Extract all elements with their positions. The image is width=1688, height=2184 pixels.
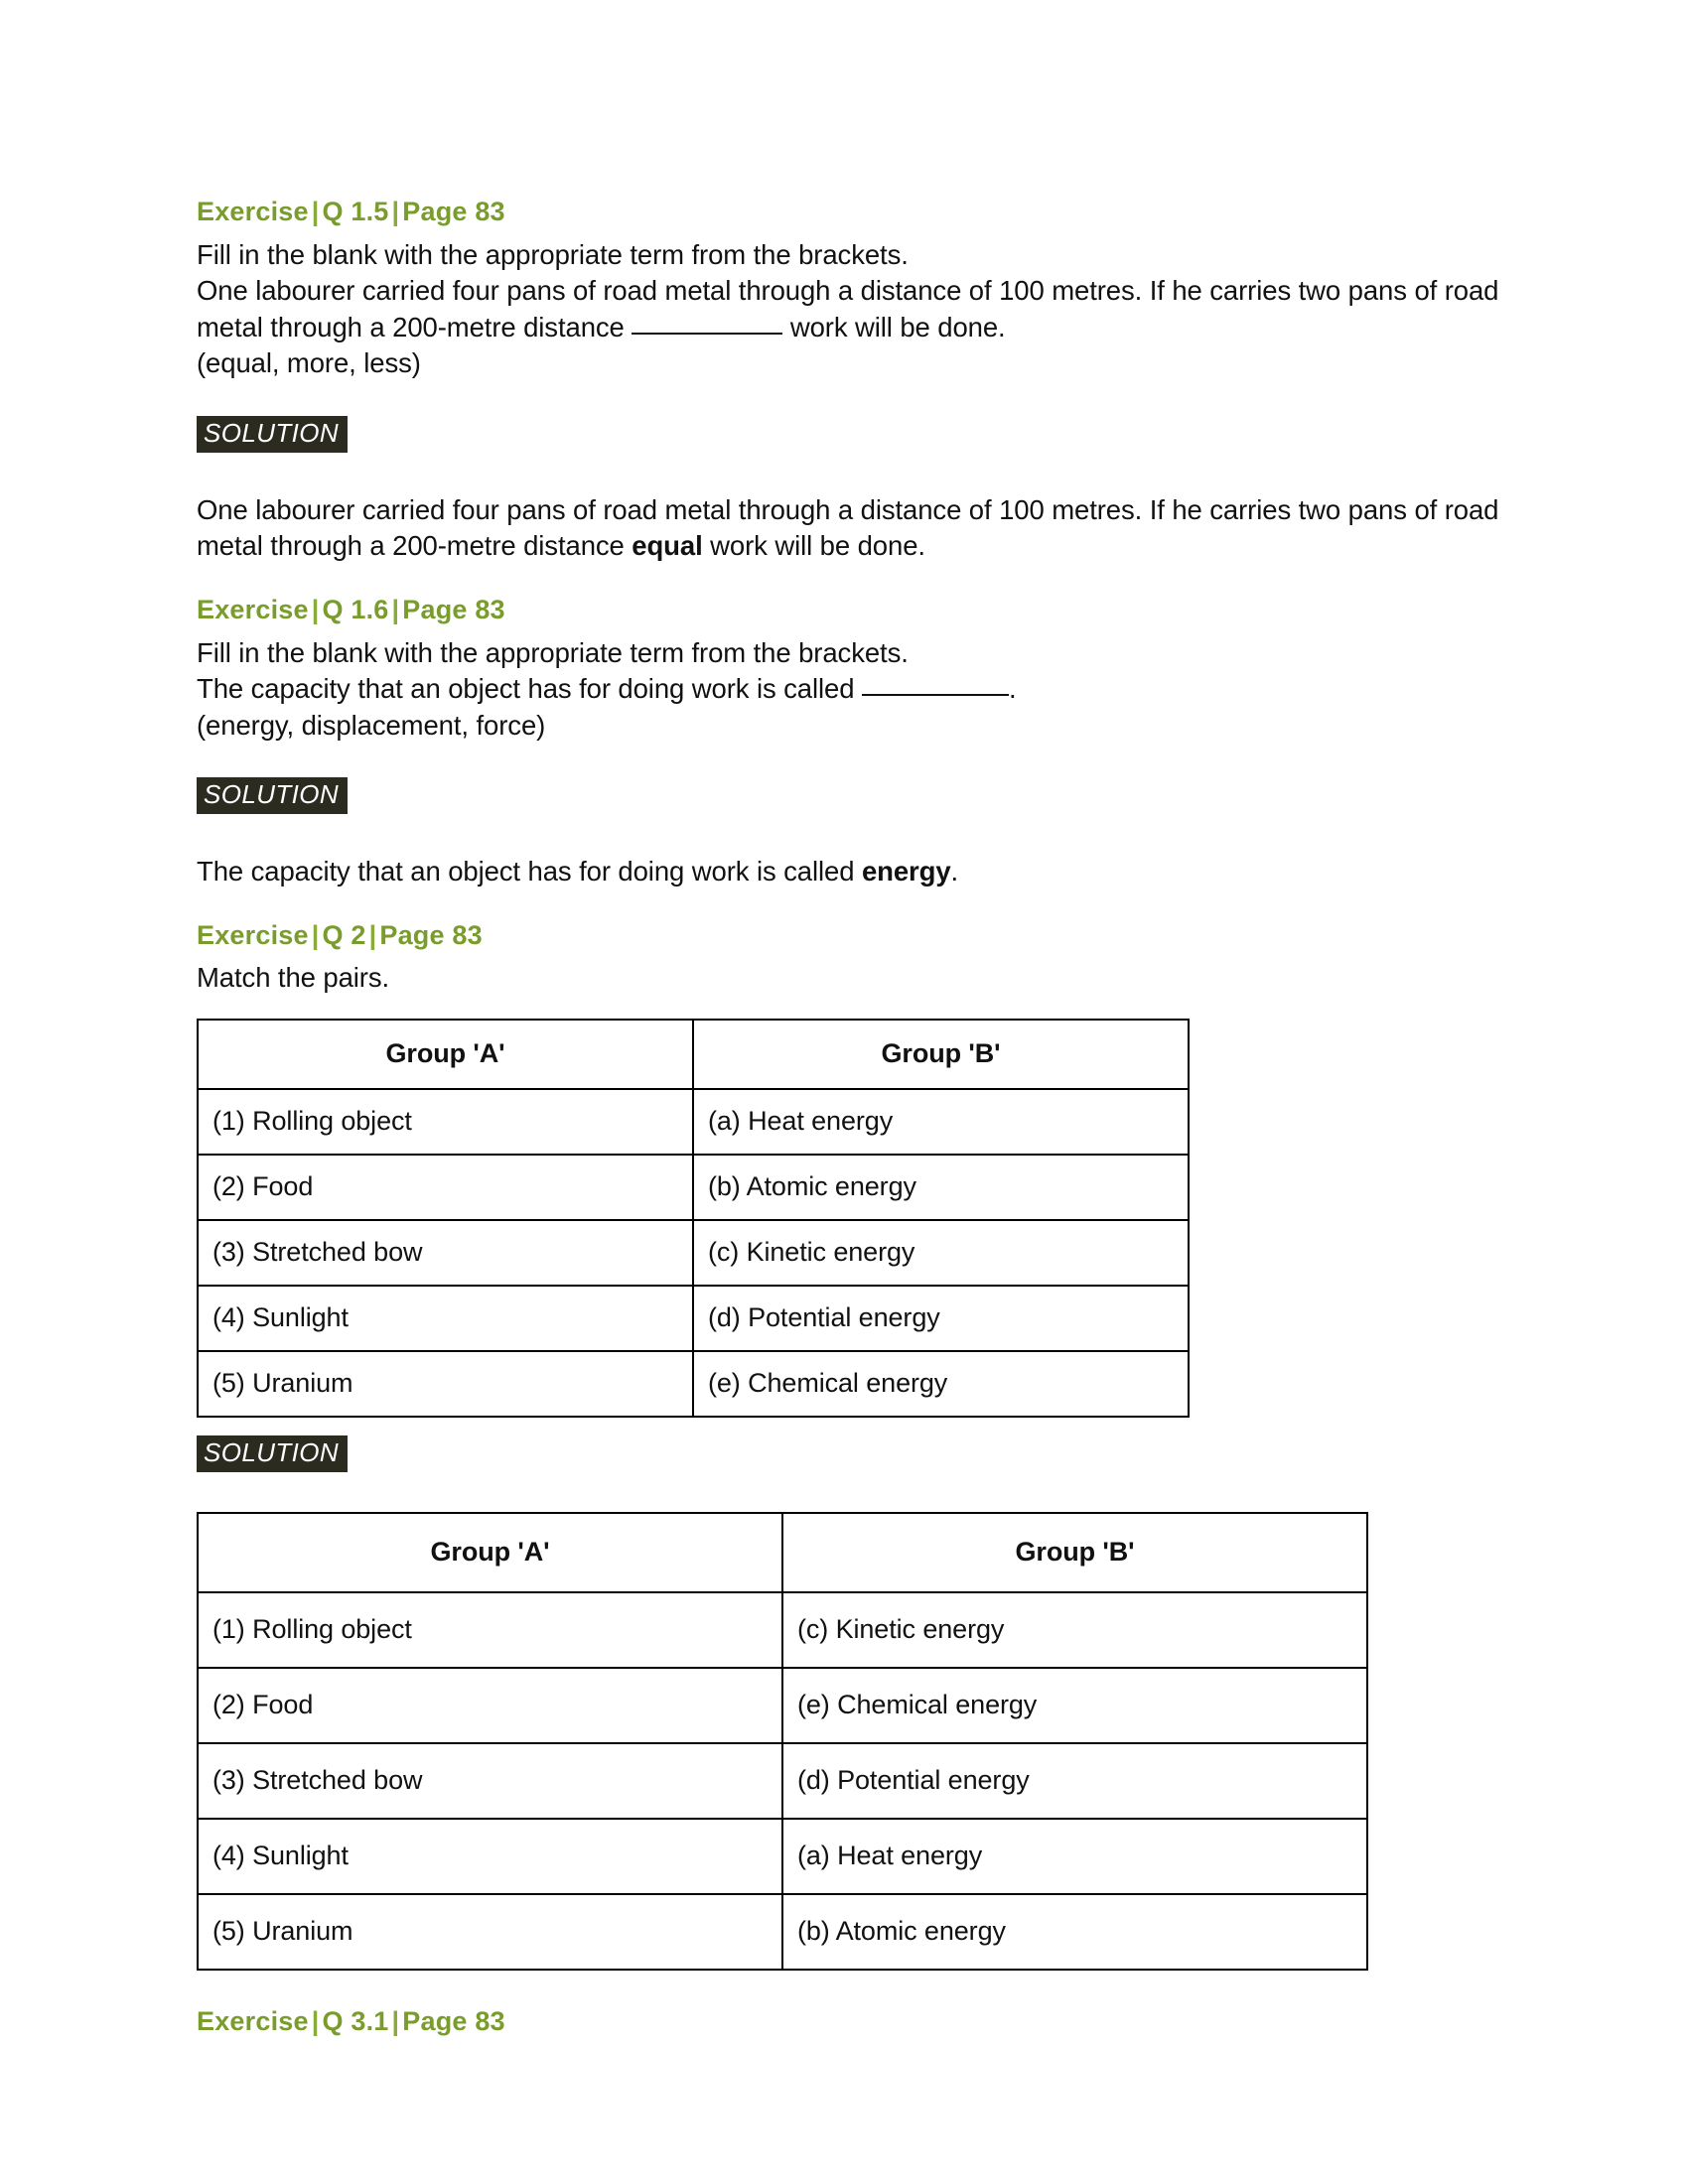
table-row: [198, 1743, 1367, 1819]
table-row: [198, 1894, 1367, 1970]
table-row: [198, 1220, 1189, 1286]
cell-group-a: (2) Food: [198, 1155, 693, 1220]
column-header-group-a: Group 'A': [198, 1020, 693, 1089]
solution-badge: SOLUTION: [197, 777, 348, 814]
question-block-q1-5: [197, 237, 1529, 382]
question-body: [197, 671, 1529, 708]
solution-answer: equal: [632, 530, 703, 562]
table-row: [198, 1155, 1189, 1220]
cell-group-b: (d) Potential energy: [693, 1286, 1189, 1351]
heading-separator: |: [311, 2006, 320, 2037]
question-body-part1: One labourer carried four pans of road metal through a distance of 100 metres. If he carries two pans of road metal through a 200-metre distance: [197, 275, 1499, 342]
question-instruction: Match the pairs.: [197, 962, 390, 994]
cell-group-b: (c) Kinetic energy: [693, 1220, 1189, 1286]
question-body-part2: .: [1008, 673, 1017, 705]
solution-text-q1-5: [197, 492, 1529, 565]
heading-separator: |: [368, 919, 377, 950]
column-header-group-a: Group 'A': [198, 1513, 782, 1592]
question-number: Q 1.5: [322, 197, 389, 226]
heading-separator: |: [311, 919, 320, 950]
table-header-row: [198, 1513, 1367, 1592]
solution-block-q1-6: [197, 777, 1529, 814]
cell-group-b: (a) Heat energy: [782, 1819, 1367, 1894]
question-block-q1-6: [197, 635, 1529, 745]
solution-text-part1: One labourer carried four pans of road metal through a distance of 100 metres. If he carries two pans of road metal through a 200-metre distance: [197, 493, 1499, 562]
column-header-group-b: Group 'B': [782, 1513, 1367, 1592]
question-body: [197, 273, 1529, 345]
exercise-label: Exercise: [197, 919, 309, 950]
exercise-label: Exercise: [197, 2006, 309, 2037]
match-pairs-question-table: [197, 1019, 1190, 1418]
cell-group-b: (e) Chemical energy: [693, 1351, 1189, 1417]
solution-text-part2: .: [950, 856, 959, 887]
cell-group-a: (4) Sunlight: [198, 1819, 782, 1894]
cell-group-a: (1) Rolling object: [198, 1592, 782, 1668]
fill-in-blank: [632, 333, 782, 335]
table-row: [198, 1819, 1367, 1894]
table-row: [198, 1351, 1189, 1417]
heading-separator: |: [391, 2006, 400, 2037]
question-instruction: Fill in the blank with the appropriate term from the brackets.: [197, 636, 909, 668]
spacer: [197, 382, 1529, 416]
page-number: Page 83: [402, 197, 505, 226]
page-number: Page 83: [402, 2006, 505, 2037]
exercise-label: Exercise: [197, 595, 309, 625]
cell-group-b: (b) Atomic energy: [693, 1155, 1189, 1220]
solution-answer: energy: [861, 856, 951, 887]
question-number: Q 3.1: [322, 2006, 389, 2037]
question-block-q2: [197, 960, 1529, 997]
heading-separator: |: [311, 595, 320, 625]
table-header-row: [198, 1020, 1189, 1089]
exercise-heading-q1-6: [197, 593, 1529, 627]
cell-group-a: (3) Stretched bow: [198, 1220, 693, 1286]
exercise-heading-q2: [197, 918, 1529, 953]
solution-text-q1-6: [197, 854, 1529, 890]
question-instruction: Fill in the blank with the appropriate term from the brackets.: [197, 238, 909, 270]
spacer: [197, 1418, 1529, 1435]
cell-group-a: (2) Food: [198, 1668, 782, 1743]
cell-group-a: (5) Uranium: [198, 1351, 693, 1417]
table-row: [198, 1668, 1367, 1743]
cell-group-a: (3) Stretched bow: [198, 1743, 782, 1819]
question-options: (equal, more, less): [197, 347, 421, 379]
spacer: [197, 997, 1529, 1019]
cell-group-b: (e) Chemical energy: [782, 1668, 1367, 1743]
cell-group-b: (a) Heat energy: [693, 1089, 1189, 1155]
solution-block-q1-5: [197, 416, 1529, 453]
cell-group-a: (5) Uranium: [198, 1894, 782, 1970]
question-number: Q 2: [322, 919, 366, 950]
cell-group-a: (4) Sunlight: [198, 1286, 693, 1351]
spacer: [197, 453, 1529, 492]
heading-separator: |: [391, 197, 400, 226]
solution-text-part2: work will be done.: [702, 530, 925, 562]
exercise-label: Exercise: [197, 197, 309, 226]
spacer: [197, 890, 1529, 918]
column-header-group-b: Group 'B': [693, 1020, 1189, 1089]
spacer: [197, 1971, 1529, 2004]
match-pairs-solution-table: [197, 1512, 1368, 1971]
question-body-part1: The capacity that an object has for doing work is called: [197, 673, 862, 705]
spacer: [197, 744, 1529, 777]
question-number: Q 1.6: [322, 595, 389, 625]
solution-text-part1: The capacity that an object has for doing work is called: [197, 856, 862, 887]
spacer: [197, 565, 1529, 593]
spacer: [197, 1472, 1529, 1512]
cell-group-b: (b) Atomic energy: [782, 1894, 1367, 1970]
solution-badge: SOLUTION: [197, 1435, 348, 1472]
table-row: [198, 1286, 1189, 1351]
table-row: [198, 1089, 1189, 1155]
spacer: [197, 814, 1529, 854]
question-options: (energy, displacement, force): [197, 709, 546, 741]
cell-group-a: (1) Rolling object: [198, 1089, 693, 1155]
page-number: Page 83: [402, 595, 505, 625]
cell-group-b: (c) Kinetic energy: [782, 1592, 1367, 1668]
cell-group-b: (d) Potential energy: [782, 1743, 1367, 1819]
exercise-heading-q1-5: [197, 195, 1529, 229]
exercise-heading-q3-1: [197, 2004, 1529, 2039]
heading-separator: |: [391, 595, 400, 625]
fill-in-blank: [862, 694, 1009, 696]
page-number: Page 83: [379, 919, 483, 950]
solution-block-q2: [197, 1435, 1529, 1472]
heading-separator: |: [311, 197, 320, 226]
question-body-part2: work will be done.: [782, 311, 1006, 342]
table-row: [198, 1592, 1367, 1668]
solution-badge: SOLUTION: [197, 416, 348, 453]
